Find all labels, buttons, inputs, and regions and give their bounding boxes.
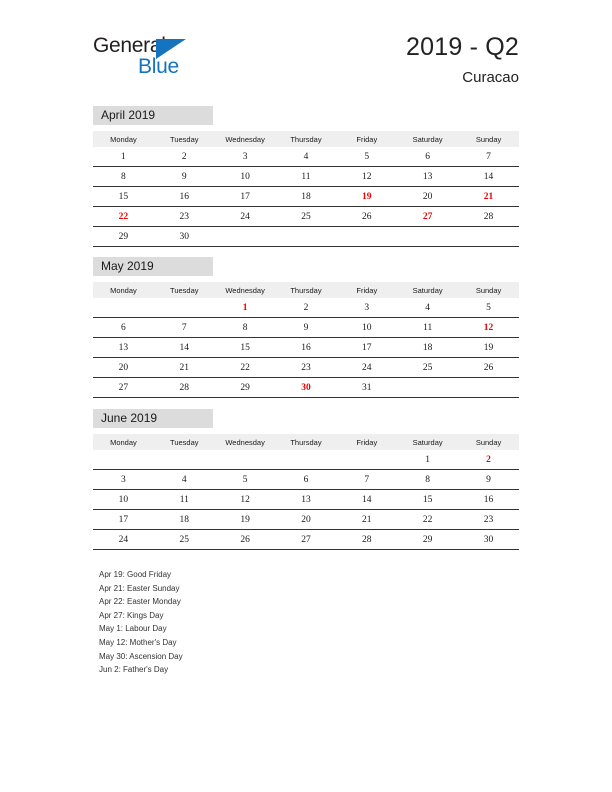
- calendar-day: 1: [397, 450, 458, 470]
- calendar-day: 24: [336, 358, 397, 378]
- month-label: June 2019: [93, 409, 213, 428]
- calendar-day: 10: [215, 167, 276, 187]
- calendar-day: 8: [215, 318, 276, 338]
- calendar-day: 20: [93, 358, 154, 378]
- page-title: 2019 - Q2: [406, 33, 519, 61]
- calendar-day: 5: [458, 298, 519, 318]
- weekday-header-wednesday: Wednesday: [215, 282, 276, 298]
- calendar-day: 29: [397, 530, 458, 550]
- calendar-day: 6: [276, 470, 337, 490]
- calendar-day: 4: [154, 470, 215, 490]
- calendar-day: 21: [336, 510, 397, 530]
- weekday-header-monday: Monday: [93, 282, 154, 298]
- calendar-day-empty: [458, 378, 519, 398]
- calendar-day: 26: [458, 358, 519, 378]
- holiday-legend-list: [99, 568, 399, 677]
- calendar-day: 17: [336, 338, 397, 358]
- calendar-day-holiday: 27: [397, 207, 458, 227]
- calendar-day: 4: [276, 147, 337, 167]
- calendar-day: 25: [276, 207, 337, 227]
- calendar-day: 17: [215, 187, 276, 207]
- calendar-day: 9: [154, 167, 215, 187]
- calendar-day: 31: [336, 378, 397, 398]
- page-subtitle: Curacao: [462, 69, 519, 86]
- month-label: April 2019: [93, 106, 213, 125]
- weekday-header-thursday: Thursday: [276, 282, 337, 298]
- weekday-header-sunday: Sunday: [458, 282, 519, 298]
- calendar-table: [93, 282, 519, 398]
- calendar-week-row: [93, 338, 519, 358]
- calendar-day: 22: [215, 358, 276, 378]
- calendar-day: 29: [215, 378, 276, 398]
- calendar-day-empty: [397, 227, 458, 247]
- calendar-week-row: [93, 298, 519, 318]
- month-block-june: [93, 409, 519, 550]
- weekday-header-wednesday: Wednesday: [215, 434, 276, 450]
- calendar-day: 7: [336, 470, 397, 490]
- calendar-day: 26: [336, 207, 397, 227]
- weekday-header-sunday: Sunday: [458, 434, 519, 450]
- calendar-day: 9: [458, 470, 519, 490]
- logo-text-blue: Blue: [138, 55, 179, 78]
- holiday-note: May 12: Mother's Day: [99, 637, 177, 647]
- calendar-day: 11: [154, 490, 215, 510]
- weekday-header-sunday: Sunday: [458, 131, 519, 147]
- weekday-header-monday: Monday: [93, 434, 154, 450]
- holiday-note: Apr 19: Good Friday: [99, 570, 172, 579]
- month-block-may: [93, 257, 519, 398]
- calendar-day: 19: [215, 510, 276, 530]
- month-block-april: [93, 106, 519, 247]
- holiday-note: Apr 22: Easter Monday: [99, 597, 181, 607]
- calendar-day: 7: [154, 318, 215, 338]
- calendar-week-row: [93, 450, 519, 470]
- calendar-day: 6: [397, 147, 458, 167]
- calendar-day: 2: [276, 298, 337, 318]
- calendar-day: 30: [154, 227, 215, 247]
- calendar-day: 5: [215, 470, 276, 490]
- calendar-week-row: [93, 187, 519, 207]
- calendar-day: 16: [154, 187, 215, 207]
- calendar-day: 1: [93, 147, 154, 167]
- page-header: [0, 0, 612, 100]
- calendar-day: 3: [336, 298, 397, 318]
- calendar-day: 3: [215, 147, 276, 167]
- calendar-day: 16: [276, 338, 337, 358]
- weekday-header-tuesday: Tuesday: [154, 131, 215, 147]
- calendar-day: 10: [93, 490, 154, 510]
- calendar-day-empty: [215, 227, 276, 247]
- calendar-day-holiday: 22: [93, 207, 154, 227]
- calendar-day: 14: [458, 167, 519, 187]
- calendar-day: 13: [276, 490, 337, 510]
- weekday-header-tuesday: Tuesday: [154, 282, 215, 298]
- weekday-header-row: [93, 282, 519, 298]
- calendar-day-empty: [154, 450, 215, 470]
- calendar-table: [93, 434, 519, 550]
- calendar-day: 13: [397, 167, 458, 187]
- calendar-day: 20: [397, 187, 458, 207]
- calendar-day: 17: [93, 510, 154, 530]
- calendar-day: 5: [336, 147, 397, 167]
- calendar-day: 24: [215, 207, 276, 227]
- calendar-day: 15: [215, 338, 276, 358]
- holiday-note: Apr 21: Easter Sunday: [99, 583, 180, 593]
- calendar-day: 30: [458, 530, 519, 550]
- weekday-header-saturday: Saturday: [397, 434, 458, 450]
- calendar-day-empty: [93, 298, 154, 318]
- calendar-day: 4: [397, 298, 458, 318]
- weekday-header-friday: Friday: [336, 434, 397, 450]
- weekday-header-wednesday: Wednesday: [215, 131, 276, 147]
- calendar-week-row: [93, 470, 519, 490]
- calendar-day-holiday: 2: [458, 450, 519, 470]
- general-blue-logo: [93, 34, 273, 84]
- calendar-day: 21: [154, 358, 215, 378]
- weekday-header-row: [93, 434, 519, 450]
- calendar-week-row: [93, 147, 519, 167]
- calendar-day: 18: [154, 510, 215, 530]
- calendar-day: 23: [458, 510, 519, 530]
- calendar-day: 19: [458, 338, 519, 358]
- holiday-note: Jun 2: Father's Day: [99, 665, 169, 675]
- calendar-day: 14: [336, 490, 397, 510]
- calendar-day-empty: [154, 298, 215, 318]
- calendar-day: 9: [276, 318, 337, 338]
- calendar-day-empty: [458, 227, 519, 247]
- calendar-day: 18: [397, 338, 458, 358]
- holiday-note: May 30: Ascension Day: [99, 651, 183, 661]
- weekday-header-thursday: Thursday: [276, 131, 337, 147]
- calendar-week-row: [93, 167, 519, 187]
- calendar-day: 2: [154, 147, 215, 167]
- calendar-day: 13: [93, 338, 154, 358]
- calendar-day: 12: [215, 490, 276, 510]
- weekday-header-saturday: Saturday: [397, 282, 458, 298]
- calendar-day-empty: [336, 227, 397, 247]
- calendar-day: 25: [397, 358, 458, 378]
- calendar-week-row: [93, 378, 519, 398]
- calendar-day-empty: [93, 450, 154, 470]
- calendar-day: 26: [215, 530, 276, 550]
- calendar-day: 20: [276, 510, 337, 530]
- calendar-day: 23: [276, 358, 337, 378]
- calendar-day-holiday: 19: [336, 187, 397, 207]
- weekday-header-tuesday: Tuesday: [154, 434, 215, 450]
- calendar-day: 29: [93, 227, 154, 247]
- calendar-table: [93, 131, 519, 247]
- holiday-note: May 1: Labour Day: [99, 624, 167, 634]
- title-block: [406, 32, 519, 89]
- calendar-day: 25: [154, 530, 215, 550]
- weekday-header-friday: Friday: [336, 131, 397, 147]
- month-label: May 2019: [93, 257, 213, 276]
- calendar-day-empty: [276, 227, 337, 247]
- calendar-week-row: [93, 358, 519, 378]
- calendar-day-holiday: 12: [458, 318, 519, 338]
- weekday-header-saturday: Saturday: [397, 131, 458, 147]
- calendar-day: 27: [93, 378, 154, 398]
- calendar-day-empty: [215, 450, 276, 470]
- calendar-day: 3: [93, 470, 154, 490]
- calendar-day: 18: [276, 187, 337, 207]
- calendar-week-row: [93, 227, 519, 247]
- calendar-day: 11: [276, 167, 337, 187]
- calendar-day: 11: [397, 318, 458, 338]
- calendar-day-holiday: 30: [276, 378, 337, 398]
- calendar-day: 16: [458, 490, 519, 510]
- holiday-note: Apr 27: Kings Day: [99, 610, 164, 620]
- logo-text-general: General: [93, 34, 166, 57]
- calendar-day: 6: [93, 318, 154, 338]
- calendar-day: 28: [458, 207, 519, 227]
- calendar-day: 24: [93, 530, 154, 550]
- calendar-day: 23: [154, 207, 215, 227]
- calendar-day: 28: [336, 530, 397, 550]
- weekday-header-row: [93, 131, 519, 147]
- calendar-day-holiday: 1: [215, 298, 276, 318]
- calendar-week-row: [93, 510, 519, 530]
- calendar-day-holiday: 21: [458, 187, 519, 207]
- calendar-day: 8: [397, 470, 458, 490]
- calendar-day-empty: [397, 378, 458, 398]
- calendar-day-empty: [336, 450, 397, 470]
- calendar-day: 27: [276, 530, 337, 550]
- calendar-week-row: [93, 530, 519, 550]
- weekday-header-friday: Friday: [336, 282, 397, 298]
- calendar-week-row: [93, 207, 519, 227]
- calendar-day-empty: [276, 450, 337, 470]
- calendar-day: 8: [93, 167, 154, 187]
- calendar-week-row: [93, 490, 519, 510]
- calendar-day: 22: [397, 510, 458, 530]
- calendar-day: 15: [397, 490, 458, 510]
- weekday-header-thursday: Thursday: [276, 434, 337, 450]
- calendar-week-row: [93, 318, 519, 338]
- weekday-header-monday: Monday: [93, 131, 154, 147]
- calendar-day: 14: [154, 338, 215, 358]
- calendar-day: 7: [458, 147, 519, 167]
- calendar-day: 15: [93, 187, 154, 207]
- calendar-day: 28: [154, 378, 215, 398]
- calendar-day: 12: [336, 167, 397, 187]
- calendar-day: 10: [336, 318, 397, 338]
